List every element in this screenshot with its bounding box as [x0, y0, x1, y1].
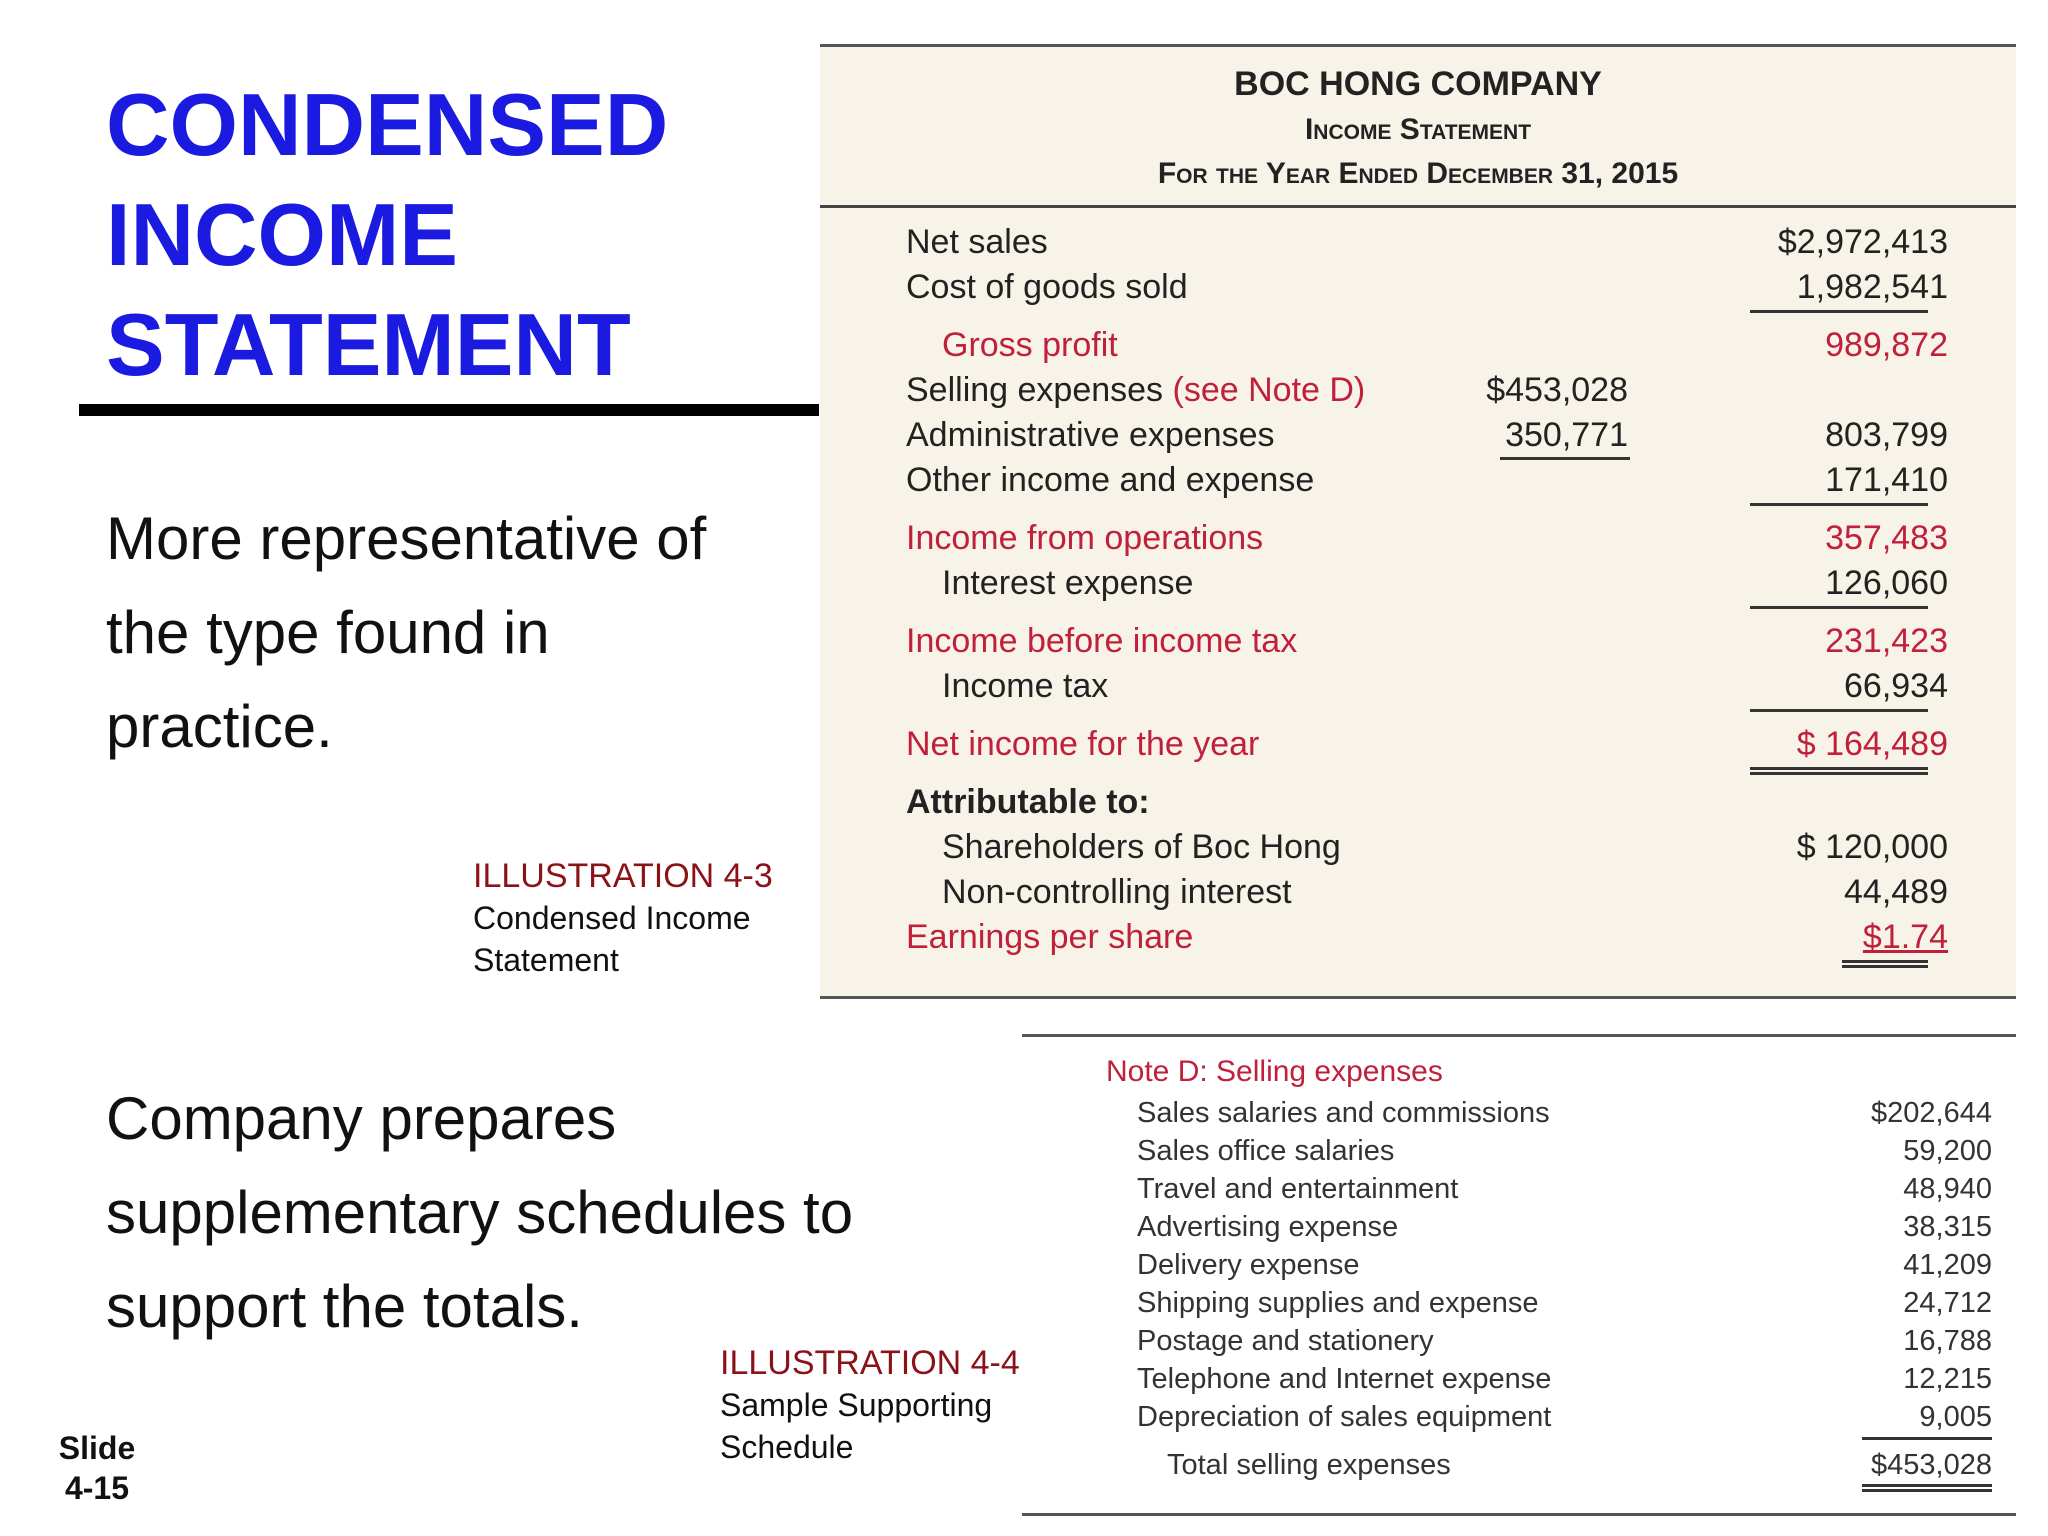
schedule-item-value: 59,200	[1903, 1135, 1992, 1167]
row-label: Income from operations	[906, 519, 1264, 557]
row-amount: 989,872	[1825, 326, 1948, 364]
schedule-item-value: 41,209	[1903, 1249, 1992, 1281]
row-detail-amount: 350,771	[1505, 416, 1628, 454]
illustration-caption-line: Statement	[473, 942, 619, 978]
schedule-title: Note D: Selling expenses	[1106, 1055, 1443, 1088]
schedule-item-value: 16,788	[1903, 1325, 1992, 1357]
row-amount: 231,423	[1825, 622, 1948, 660]
note-reference[interactable]: (see Note D)	[1172, 371, 1366, 409]
schedule-row	[1022, 1284, 2016, 1322]
body-text-1	[106, 492, 806, 774]
row-amount: $ 120,000	[1796, 828, 1948, 866]
row-label: Income tax	[942, 667, 1109, 705]
schedule-item-label: Travel and entertainment	[1137, 1173, 1459, 1205]
row-label-text: Selling expenses	[906, 371, 1164, 409]
row-amount: 44,489	[1844, 873, 1948, 911]
statement-row	[820, 664, 2016, 708]
statement-period: For the Year Ended December 31, 2015	[1157, 157, 1679, 190]
row-label: Non-controlling interest	[942, 873, 1292, 911]
row-label: Gross profit	[942, 326, 1118, 364]
body-text-line: supplementary schedules to	[106, 1179, 854, 1246]
schedule-row	[1022, 1360, 2016, 1398]
body-text-2	[106, 1072, 966, 1354]
statement-row	[820, 413, 2016, 457]
statement-row	[820, 870, 2016, 914]
illustration-4-4-caption	[720, 1342, 1050, 1468]
row-label: Earnings per share	[906, 918, 1194, 956]
schedule-total-label: Total selling expenses	[1167, 1449, 1451, 1481]
row-label: Other income and expense	[906, 461, 1315, 499]
slide-title-line: STATEMENT	[106, 295, 631, 394]
schedule-item-value: $202,644	[1871, 1097, 1992, 1129]
statement-row	[820, 722, 2016, 766]
subtotal-rule	[1750, 503, 1928, 506]
illustration-label: ILLUSTRATION 4-4	[720, 1344, 1020, 1382]
statement-row	[820, 265, 2016, 309]
schedule-row	[1022, 1208, 2016, 1246]
statement-row	[820, 825, 2016, 869]
slide-number-line: 4-15	[64, 1470, 130, 1506]
schedule-row	[1022, 1094, 2016, 1132]
schedule-row	[1022, 1170, 2016, 1208]
row-amount: 357,483	[1825, 519, 1948, 557]
illustration-caption-line: Condensed Income	[473, 900, 751, 936]
schedule-item-value: 24,712	[1903, 1287, 1992, 1319]
row-label: Administrative expenses	[906, 416, 1275, 454]
company-name: BOC HONG COMPANY	[1234, 65, 1602, 103]
schedule-row	[1022, 1322, 2016, 1360]
row-label: Attributable to:	[906, 783, 1150, 821]
row-amount: 66,934	[1844, 667, 1948, 705]
subtotal-rule	[1750, 310, 1928, 313]
statement-row	[820, 368, 2016, 412]
schedule-item-value: 12,215	[1903, 1363, 1992, 1395]
slide-number	[52, 1428, 142, 1508]
schedule-item-label: Depreciation of sales equipment	[1137, 1401, 1552, 1433]
subtotal-rule	[1862, 1437, 1992, 1440]
row-detail-amount: $453,028	[1486, 371, 1628, 409]
statement-row	[820, 323, 2016, 367]
body-text-line: Company prepares	[106, 1085, 617, 1152]
row-label: Net income for the year	[906, 725, 1260, 763]
row-label: Shareholders of Boc Hong	[942, 828, 1341, 866]
subtotal-rule	[1750, 606, 1928, 609]
illustration-4-3-caption	[473, 855, 803, 981]
row-amount: 171,410	[1825, 461, 1948, 499]
row-amount: $2,972,413	[1777, 223, 1948, 261]
income-statement	[820, 44, 2016, 999]
schedule-row	[1022, 1132, 2016, 1170]
schedule-total-value: $453,028	[1871, 1449, 1992, 1481]
statement-header	[820, 47, 2016, 208]
schedule-item-value: 48,940	[1903, 1173, 1992, 1205]
row-label: Income before income tax	[906, 622, 1298, 660]
illustration-label: ILLUSTRATION 4-3	[473, 857, 773, 895]
selling-expenses-schedule	[1022, 1034, 2016, 1516]
row-amount: 803,799	[1825, 416, 1948, 454]
row-amount: 126,060	[1825, 564, 1948, 602]
row-label: Net sales	[906, 223, 1048, 261]
row-label	[906, 368, 1365, 412]
slide-title	[106, 70, 766, 400]
schedule-item-value: 9,005	[1919, 1401, 1992, 1433]
slide-title-line: CONDENSED	[106, 75, 669, 174]
illustration-caption-line: Sample Supporting	[720, 1387, 993, 1423]
schedule-item-label: Sales office salaries	[1137, 1135, 1395, 1167]
body-text-line: practice.	[106, 693, 333, 760]
statement-row	[820, 915, 2016, 959]
schedule-item-label: Telephone and Internet expense	[1137, 1363, 1552, 1395]
row-amount: 1,982,541	[1796, 268, 1948, 306]
schedule-row	[1022, 1398, 2016, 1436]
statement-row	[820, 780, 2016, 824]
body-text-line: More representative of	[106, 505, 707, 572]
schedule-total-row	[1022, 1446, 2016, 1484]
slide-number-line: Slide	[58, 1430, 136, 1466]
body-text-line: the type found in	[106, 599, 550, 666]
schedule-item-label: Advertising expense	[1137, 1211, 1399, 1243]
subtotal-rule	[1750, 709, 1928, 712]
row-amount: $1.74	[1862, 918, 1948, 956]
statement-row	[820, 220, 2016, 264]
slide-title-line: INCOME	[106, 185, 458, 284]
title-divider	[79, 404, 819, 416]
total-double-rule	[1862, 1484, 1992, 1492]
schedule-item-label: Postage and stationery	[1137, 1325, 1434, 1357]
schedule-item-label: Sales salaries and commissions	[1137, 1097, 1550, 1129]
statement-row	[820, 561, 2016, 605]
statement-row	[820, 516, 2016, 560]
statement-title: Income Statement	[1304, 113, 1532, 146]
illustration-caption-line: Schedule	[720, 1429, 854, 1465]
total-double-rule	[1750, 767, 1928, 775]
total-double-rule	[1842, 960, 1928, 968]
statement-row	[820, 619, 2016, 663]
row-label: Interest expense	[942, 564, 1194, 602]
schedule-item-value: 38,315	[1903, 1211, 1992, 1243]
schedule-item-label: Delivery expense	[1137, 1249, 1360, 1281]
row-label: Cost of goods sold	[906, 268, 1188, 306]
body-text-line: support the totals.	[106, 1273, 583, 1340]
schedule-row	[1022, 1246, 2016, 1284]
schedule-item-label: Shipping supplies and expense	[1137, 1287, 1539, 1319]
row-amount: $ 164,489	[1796, 725, 1948, 763]
statement-row	[820, 458, 2016, 502]
